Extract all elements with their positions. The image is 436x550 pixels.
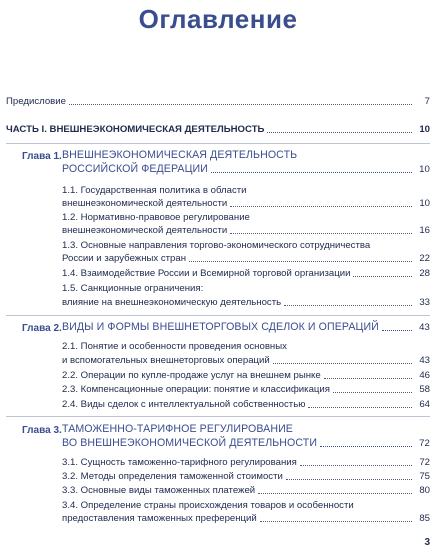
toc-entry-label: России и зарубежных стран	[62, 253, 187, 264]
divider	[6, 315, 430, 316]
toc-entry-label: 2.3. Компенсационные операции: понятие и классификация	[62, 384, 330, 395]
toc-entry-section-1-3[interactable]	[62, 253, 430, 265]
toc-entry-preface[interactable]	[6, 96, 430, 108]
leader-dots	[324, 378, 412, 379]
toc-entry-section-2-3[interactable]	[62, 384, 430, 396]
leader-dots	[308, 407, 412, 408]
section-1-2-line1[interactable]: 1.2. Нормативно-правовое регулирование	[62, 212, 250, 223]
toc-entry-page: 10	[419, 164, 430, 175]
leader-dots	[284, 305, 412, 306]
leader-dots	[382, 330, 412, 331]
toc-entry-page: 28	[419, 268, 430, 279]
leader-dots	[69, 104, 412, 105]
leader-dots	[286, 479, 412, 480]
divider	[6, 143, 430, 144]
divider	[6, 416, 430, 417]
toc-entry-section-2-2[interactable]	[62, 370, 430, 382]
leader-dots	[353, 276, 412, 277]
toc-entry-section-3-3[interactable]	[62, 485, 430, 497]
chapter-3-title-line2: ВО ВНЕШНЕЭКОНОМИЧЕСКОЙ ДЕЯТЕЛЬНОСТИ	[62, 437, 318, 449]
page-number: 3	[424, 537, 430, 548]
leader-dots	[273, 363, 412, 364]
toc-entry-section-2-1[interactable]	[62, 355, 430, 367]
toc-entry-page: 43	[419, 322, 430, 333]
section-1-5-line1[interactable]: 1.5. Санкционные ограничения:	[62, 283, 204, 294]
toc-entry-page: 46	[419, 370, 430, 381]
toc-entry-page: 10	[419, 198, 430, 209]
leader-dots	[300, 465, 412, 466]
section-1-3-line1[interactable]: 1.3. Основные направления торгово-экономического сотрудничества	[62, 240, 371, 251]
toc-entry-label: 2.2. Операции по купле-продаже услуг на внешнем рынке	[62, 370, 321, 381]
toc-entry-section-1-1[interactable]	[62, 198, 430, 210]
chapter-1-title-line1[interactable]: ВНЕШНЕЭКОНОМИЧЕСКАЯ ДЕЯТЕЛЬНОСТЬ	[62, 149, 298, 161]
chapter-3-title-line1[interactable]: ТАМОЖЕННО-ТАРИФНОЕ РЕГУЛИРОВАНИЕ	[62, 423, 293, 435]
section-2-1-line1[interactable]: 2.1. Понятие и особенности проведения основных	[62, 341, 287, 352]
toc-entry-page: 43	[419, 355, 430, 366]
chapter-3-label: Глава 3.	[22, 425, 62, 436]
toc-entry-chapter-1[interactable]	[62, 163, 430, 176]
toc-entry-page: 22	[419, 253, 430, 264]
toc-entry-page: 75	[419, 471, 430, 482]
leader-dots	[333, 392, 412, 393]
leader-dots	[267, 132, 412, 133]
toc-entry-label: 3.3. Основные виды таможенных платежей	[62, 485, 256, 496]
toc-entry-page: 80	[419, 485, 430, 496]
toc-entry-page: 16	[419, 225, 430, 236]
toc-entry-page: 64	[419, 399, 430, 410]
leader-dots	[230, 206, 412, 207]
toc-entry-page: 10	[419, 124, 430, 135]
toc-entry-section-3-4[interactable]	[62, 513, 430, 525]
toc-entry-page: 72	[419, 438, 430, 449]
toc-entry-chapter-3[interactable]	[62, 437, 430, 450]
toc-entry-label: ЧАСТЬ I. ВНЕШНЕЭКОНОМИЧЕСКАЯ ДЕЯТЕЛЬНОСТЬ	[6, 124, 265, 135]
toc-entry-label: 2.4. Виды сделок с интеллектуальной собственностью	[62, 399, 306, 410]
toc-entry-label: 3.1. Сущность таможенно-тарифного регулирования	[62, 457, 297, 468]
chapter-2-title: ВИДЫ И ФОРМЫ ВНЕШНЕТОРГОВЫХ СДЕЛОК И ОПЕРАЦИЙ	[62, 321, 379, 333]
toc-entry-label: 3.2. Методы определения таможенной стоимости	[62, 471, 283, 482]
toc-entry-page: 7	[424, 96, 430, 107]
toc-entry-label: 1.4. Взаимодействие России и Всемирной торговой организации	[62, 268, 351, 279]
leader-dots	[211, 172, 412, 173]
chapter-1-title-line2: РОССИЙСКОЙ ФЕДЕРАЦИИ	[62, 163, 208, 175]
chapter-2-label: Глава 2.	[22, 323, 62, 334]
toc-entry-label: внешнеэкономической деятельности	[62, 198, 228, 209]
chapter-1-label: Глава 1.	[22, 151, 62, 162]
toc-entry-page: 85	[419, 513, 430, 524]
section-1-1-line1[interactable]: 1.1. Государственная политика в области	[62, 185, 247, 196]
toc-entry-section-2-4[interactable]	[62, 399, 430, 411]
page-title: Оглавление	[138, 4, 298, 34]
section-3-4-line1[interactable]: 3.4. Определение страны происхождения товаров и особенности	[62, 500, 354, 511]
leader-dots	[320, 446, 412, 447]
toc-entry-label: внешнеэкономической деятельности	[62, 225, 228, 236]
toc-entry-page: 33	[419, 297, 430, 308]
toc-entry-label: влияние на внешнеэкономическую деятельность	[62, 297, 282, 308]
leader-dots	[230, 233, 412, 234]
toc-entry-section-1-2[interactable]	[62, 225, 430, 237]
toc-entry-label: и вспомогательных внешнеторговых операций	[62, 355, 270, 366]
toc-entry-label: предоставления таможенных преференций	[62, 513, 257, 524]
toc-entry-page: 58	[419, 384, 430, 395]
leader-dots	[189, 261, 412, 262]
toc-entry-section-3-1[interactable]	[62, 457, 430, 469]
toc-entry-label: Предисловие	[6, 96, 66, 107]
toc-entry-section-3-2[interactable]	[62, 471, 430, 483]
toc-entry-section-1-4[interactable]	[62, 268, 430, 280]
leader-dots	[260, 521, 412, 522]
toc-entry-chapter-2[interactable]	[62, 321, 430, 334]
toc-entry-part-1[interactable]	[6, 124, 430, 136]
leader-dots	[258, 493, 412, 494]
toc-entry-page: 72	[419, 457, 430, 468]
toc-entry-section-1-5[interactable]	[62, 297, 430, 309]
